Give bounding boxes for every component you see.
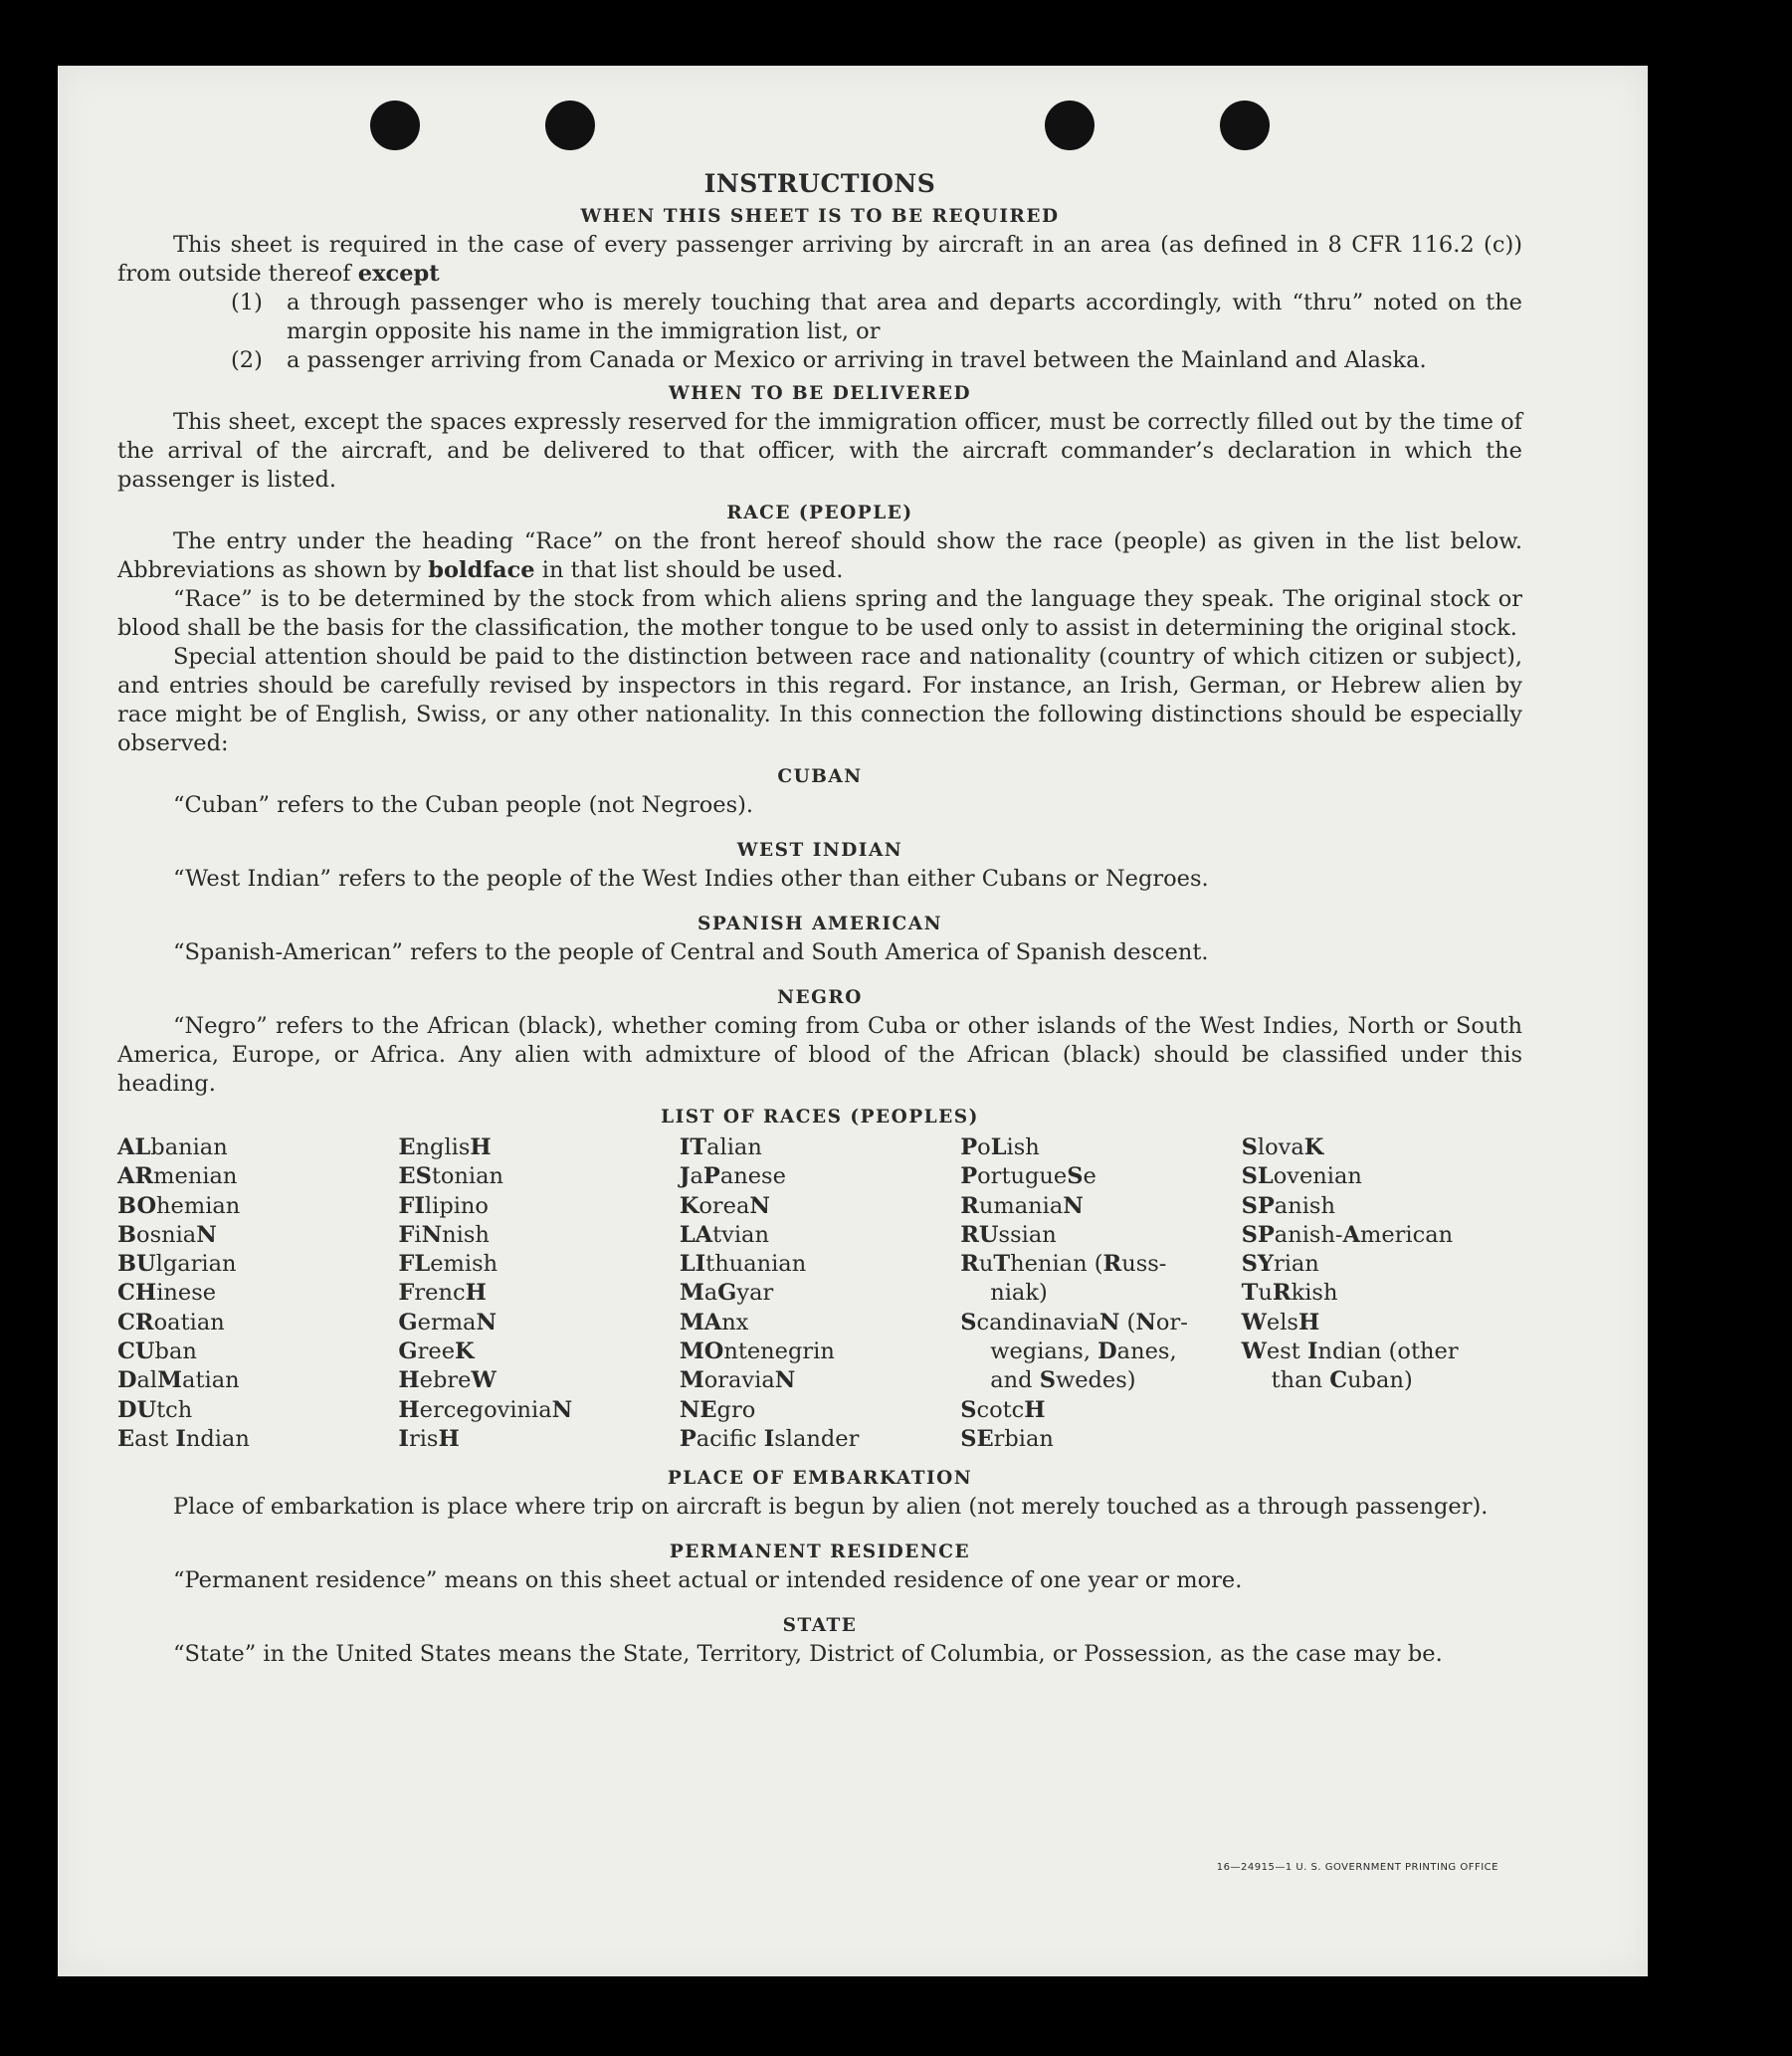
punch-hole — [370, 101, 420, 150]
race-entry: wegians, Danes, — [990, 1338, 1177, 1365]
section-title: WEST INDIAN — [736, 840, 903, 861]
race-entry: SYrian — [1241, 1251, 1319, 1278]
race-entry: Pacific Islander — [679, 1425, 860, 1452]
section-title: NEGRO — [777, 987, 863, 1008]
race-entry: PoLish — [960, 1134, 1040, 1160]
race-entry: MAnx — [679, 1309, 749, 1336]
race-column — [398, 1133, 679, 1454]
race-entry: LIthuanian — [679, 1251, 807, 1278]
race-entry: FLemish — [398, 1251, 498, 1278]
race-entry: EStonian — [398, 1163, 503, 1190]
race-entry: SErbian — [960, 1425, 1054, 1452]
race-entry: RumaniaN — [960, 1192, 1084, 1219]
race-entry: BosniaN — [117, 1221, 217, 1248]
race-entry: MaGyar — [679, 1280, 774, 1307]
section-title: STATE — [782, 1615, 858, 1637]
punch-hole — [545, 101, 595, 150]
race-entry: GreeK — [398, 1338, 475, 1365]
race-column — [680, 1133, 960, 1454]
race-entry: FiNnish — [398, 1221, 490, 1248]
paragraph: This sheet is required in the case of every passenger arriving by aircraft in an area (as defined in 8 CFR 116.2 (c)) from outside thereof except — [117, 232, 1522, 287]
race-entry: MoraviaN — [679, 1367, 796, 1394]
race-entry: FIlipino — [398, 1192, 489, 1219]
race-entry: ScandinaviaN (Nor- — [960, 1309, 1188, 1336]
race-entry: SPanish-American — [1241, 1221, 1454, 1248]
paragraph: “Permanent residence” means on this sheet actual or intended residence of one year or more. — [173, 1567, 1243, 1594]
race-entry: PortugueSe — [960, 1163, 1096, 1190]
race-entry: GermaN — [398, 1309, 498, 1336]
race-entry: ALbanian — [117, 1134, 228, 1160]
paragraph: This sheet, except the spaces expressly reserved for the immigration officer, must be correctly filled out by the time of the arrival of the aircraft, and be delivered to that officer, with the aircraft commander’s declaration in which the passenger is listed. — [117, 409, 1522, 493]
race-entry: FrencH — [398, 1280, 487, 1307]
race-entry: HebreW — [398, 1367, 497, 1394]
printer-imprint: 16—24915—1 U. S. GOVERNMENT PRINTING OFFICE — [1216, 1862, 1498, 1873]
race-entry: EnglisH — [398, 1134, 492, 1160]
document-page — [58, 66, 1648, 1976]
section-title: WHEN THIS SHEET IS TO BE REQUIRED — [580, 206, 1060, 227]
race-entry: CUban — [117, 1338, 197, 1365]
race-entry: RuThenian (Russ- — [960, 1251, 1167, 1278]
race-column — [117, 1133, 398, 1454]
paragraph: “Negro” refers to the African (black), whether coming from Cuba or other islands of the West Indies, North or South America, Europe, or Africa. Any alien with admixture of blood of the African (black) should be classified under this heading. — [117, 1013, 1522, 1097]
race-entry: ScotcH — [960, 1396, 1046, 1423]
race-entry: BOhemian — [117, 1192, 241, 1219]
section-title: CUBAN — [777, 766, 863, 787]
list-item: (1) a through passenger who is merely touching that area and departs accordingly, with “thru” noted on the margin opposite his name in the immigration list, or — [231, 290, 1522, 344]
race-entry: DUtch — [117, 1396, 193, 1423]
race-entry: LAtvian — [679, 1221, 769, 1248]
paragraph: Place of embarkation is place where trip on aircraft is begun by alien (not merely touched as a through passenger). — [173, 1494, 1489, 1521]
section-title: LIST OF RACES (PEOPLES) — [661, 1107, 979, 1128]
race-entry: ARmenian — [117, 1163, 238, 1190]
race-entry: SlovaK — [1241, 1134, 1324, 1160]
section-title: RACE (PEOPLE) — [726, 503, 913, 523]
race-entry: NEgro — [679, 1396, 756, 1423]
race-entry: IrisH — [398, 1425, 460, 1452]
race-entry: and Swedes) — [990, 1367, 1136, 1394]
paragraph: The entry under the heading “Race” on the front hereof should show the race (people) as given in the list below. Abbreviations as shown by boldface in that list should be used. — [117, 528, 1522, 583]
paragraph: “Race” is to be determined by the stock from which aliens spring and the language they speak. The original stock or blood shall be the basis for the classification, the mother tongue to be used only to assist in determining the original stock. — [117, 586, 1522, 641]
punch-hole — [1220, 101, 1270, 150]
section-title: SPANISH AMERICAN — [697, 914, 943, 934]
race-entry: East Indian — [117, 1425, 250, 1452]
race-entry: WelsH — [1241, 1309, 1320, 1336]
section-title: PERMANENT RESIDENCE — [669, 1542, 971, 1563]
instructions-content — [117, 169, 1522, 1669]
race-entry: MOntenegrin — [679, 1338, 835, 1365]
race-column — [1242, 1133, 1522, 1454]
race-entry: SPanish — [1241, 1192, 1335, 1219]
race-entry: CRoatian — [117, 1309, 225, 1336]
section-title: WHEN TO BE DELIVERED — [669, 383, 971, 404]
section-title: PLACE OF EMBARKATION — [667, 1468, 973, 1490]
race-entry: HercegoviniaN — [398, 1396, 573, 1423]
race-entry: niak) — [990, 1280, 1048, 1307]
race-list — [117, 1133, 1522, 1454]
race-entry: DalMatian — [117, 1367, 240, 1394]
race-entry: SLovenian — [1241, 1163, 1362, 1190]
race-entry: BUlgarian — [117, 1251, 237, 1278]
race-entry: TuRkish — [1241, 1280, 1338, 1307]
page-title: INSTRUCTIONS — [703, 169, 936, 198]
paragraph: “State” in the United States means the State, Territory, District of Columbia, or Possession, as the case may be. — [173, 1641, 1443, 1668]
paragraph: “West Indian” refers to the people of the West Indies other than either Cubans or Negroes. — [173, 866, 1209, 892]
paragraph: “Cuban” refers to the Cuban people (not Negroes). — [173, 792, 754, 818]
paragraph: Special attention should be paid to the distinction between race and nationality (country of which citizen or subject), and entries should be carefully revised by inspectors in this regard. For instance, an Irish, German, or Hebrew alien by race might be of English, Swiss, or any other nationality. In this connection the following distinctions should be especially observed: — [117, 644, 1522, 756]
race-entry: CHinese — [117, 1280, 217, 1307]
punch-hole — [1045, 101, 1095, 150]
race-entry: JaPanese — [679, 1163, 786, 1190]
race-column — [960, 1133, 1241, 1454]
race-entry: West Indian (other — [1241, 1338, 1459, 1365]
race-entry: RUssian — [960, 1221, 1057, 1248]
list-item: (2) a passenger arriving from Canada or Mexico or arriving in travel between the Mainland and Alaska. — [231, 347, 1427, 373]
paragraph: “Spanish-American” refers to the people of Central and South America of Spanish descent. — [173, 939, 1209, 965]
race-entry: than Cuban) — [1271, 1367, 1413, 1394]
race-entry: KoreaN — [679, 1192, 770, 1219]
race-entry: ITalian — [679, 1134, 762, 1160]
